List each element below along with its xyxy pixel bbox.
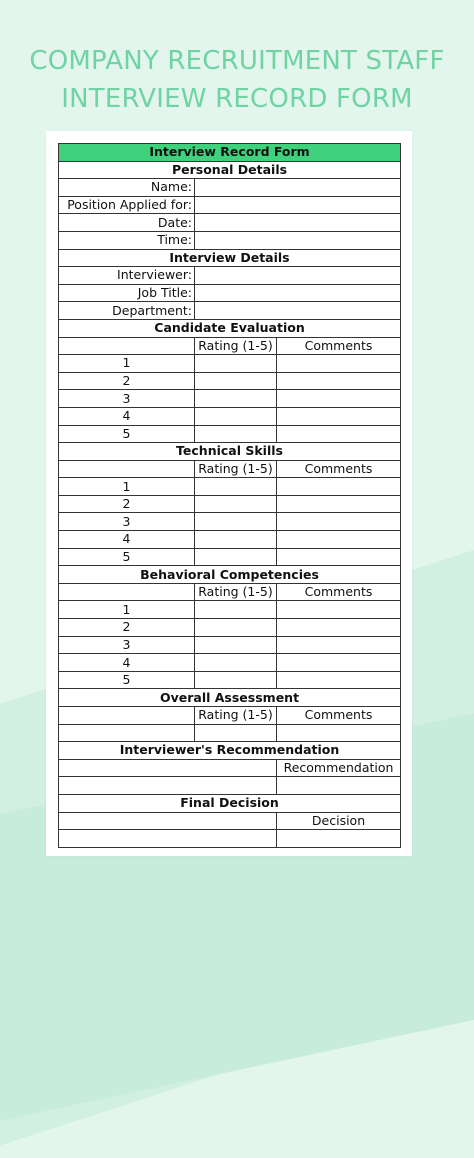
table-row	[59, 443, 401, 461]
section-behavioral-competencies: Behavioral Competencies	[59, 566, 401, 584]
rating-cell[interactable]	[195, 724, 277, 742]
section-technical-skills: Technical Skills	[59, 443, 401, 461]
table-row	[59, 161, 401, 179]
field-label-job-title: Job Title:	[59, 284, 195, 302]
comments-cell[interactable]	[277, 601, 401, 619]
table-row	[59, 355, 401, 373]
item-number: 5	[59, 548, 195, 566]
table-row	[59, 601, 401, 619]
table-row	[59, 390, 401, 408]
overall-cell[interactable]	[59, 724, 195, 742]
rating-cell[interactable]	[195, 495, 277, 513]
rating-cell[interactable]	[195, 531, 277, 549]
rating-cell[interactable]	[195, 513, 277, 531]
table-row	[59, 284, 401, 302]
date-field[interactable]	[195, 214, 401, 232]
table-row	[59, 337, 401, 355]
table-row	[59, 249, 401, 267]
name-field[interactable]	[195, 179, 401, 197]
rating-cell[interactable]	[195, 355, 277, 373]
table-row	[59, 671, 401, 689]
field-label-name: Name:	[59, 179, 195, 197]
table-row	[59, 372, 401, 390]
table-row	[59, 583, 401, 601]
table-row	[59, 724, 401, 742]
item-number: 1	[59, 601, 195, 619]
table-row	[59, 425, 401, 443]
title-line-2: INTERVIEW RECORD FORM	[61, 84, 413, 114]
rating-header: Rating (1-5)	[195, 460, 277, 478]
recommendation-notes-cell[interactable]	[59, 777, 277, 795]
section-recommendation: Interviewer's Recommendation	[59, 742, 401, 760]
section-candidate-evaluation: Candidate Evaluation	[59, 319, 401, 337]
rating-header: Rating (1-5)	[195, 707, 277, 725]
interview-record-table	[58, 143, 401, 848]
table-row	[59, 566, 401, 584]
comments-cell[interactable]	[277, 724, 401, 742]
comments-cell[interactable]	[277, 495, 401, 513]
field-label-time: Time:	[59, 231, 195, 249]
section-final-decision: Final Decision	[59, 794, 401, 812]
comments-cell[interactable]	[277, 390, 401, 408]
item-number: 2	[59, 372, 195, 390]
comments-cell[interactable]	[277, 355, 401, 373]
blank-cell	[59, 812, 277, 830]
blank-cell	[59, 337, 195, 355]
comments-cell[interactable]	[277, 531, 401, 549]
decision-cell[interactable]	[277, 830, 401, 848]
blank-cell	[59, 707, 195, 725]
comments-cell[interactable]	[277, 478, 401, 496]
table-row	[59, 214, 401, 232]
table-row	[59, 531, 401, 549]
rating-header: Rating (1-5)	[195, 337, 277, 355]
comments-cell[interactable]	[277, 548, 401, 566]
table-row	[59, 513, 401, 531]
page-title	[0, 42, 474, 118]
table-row	[59, 144, 401, 162]
rating-cell[interactable]	[195, 601, 277, 619]
comments-cell[interactable]	[277, 425, 401, 443]
form-header: Interview Record Form	[59, 144, 401, 162]
table-row	[59, 548, 401, 566]
table-row	[59, 460, 401, 478]
job-title-field[interactable]	[195, 284, 401, 302]
section-interview-details: Interview Details	[59, 249, 401, 267]
table-row	[59, 231, 401, 249]
decision-header: Decision	[277, 812, 401, 830]
rating-cell[interactable]	[195, 671, 277, 689]
item-number: 1	[59, 478, 195, 496]
rating-cell[interactable]	[195, 425, 277, 443]
table-row	[59, 812, 401, 830]
recommendation-cell[interactable]	[277, 777, 401, 795]
field-label-position: Position Applied for:	[59, 196, 195, 214]
rating-cell[interactable]	[195, 619, 277, 637]
comments-cell[interactable]	[277, 407, 401, 425]
recommendation-header: Recommendation	[277, 759, 401, 777]
rating-cell[interactable]	[195, 636, 277, 654]
table-row	[59, 654, 401, 672]
item-number: 3	[59, 513, 195, 531]
item-number: 3	[59, 636, 195, 654]
time-field[interactable]	[195, 231, 401, 249]
table-row	[59, 707, 401, 725]
table-row	[59, 619, 401, 637]
table-row	[59, 777, 401, 795]
field-label-department: Department:	[59, 302, 195, 320]
rating-cell[interactable]	[195, 548, 277, 566]
table-row	[59, 636, 401, 654]
rating-cell[interactable]	[195, 372, 277, 390]
table-row	[59, 302, 401, 320]
table-row	[59, 196, 401, 214]
item-number: 2	[59, 495, 195, 513]
table-row	[59, 495, 401, 513]
blank-cell	[59, 583, 195, 601]
blank-cell	[59, 460, 195, 478]
department-field[interactable]	[195, 302, 401, 320]
comments-header: Comments	[277, 460, 401, 478]
section-personal-details: Personal Details	[59, 161, 401, 179]
table-row	[59, 179, 401, 197]
field-label-date: Date:	[59, 214, 195, 232]
rating-cell[interactable]	[195, 654, 277, 672]
table-row	[59, 759, 401, 777]
table-row	[59, 689, 401, 707]
comments-header: Comments	[277, 337, 401, 355]
item-number: 3	[59, 390, 195, 408]
position-field[interactable]	[195, 196, 401, 214]
comments-cell[interactable]	[277, 654, 401, 672]
table-row	[59, 267, 401, 285]
title-line-1: COMPANY RECRUITMENT STAFF	[29, 46, 445, 76]
field-label-interviewer: Interviewer:	[59, 267, 195, 285]
item-number: 4	[59, 531, 195, 549]
rating-header: Rating (1-5)	[195, 583, 277, 601]
table-row	[59, 407, 401, 425]
comments-cell[interactable]	[277, 372, 401, 390]
table-row	[59, 319, 401, 337]
item-number: 5	[59, 671, 195, 689]
table-row	[59, 794, 401, 812]
rating-cell[interactable]	[195, 407, 277, 425]
table-row	[59, 830, 401, 848]
table-row	[59, 478, 401, 496]
rating-cell[interactable]	[195, 390, 277, 408]
decision-notes-cell[interactable]	[59, 830, 277, 848]
comments-cell[interactable]	[277, 636, 401, 654]
item-number: 1	[59, 355, 195, 373]
interviewer-field[interactable]	[195, 267, 401, 285]
item-number: 4	[59, 654, 195, 672]
comments-cell[interactable]	[277, 513, 401, 531]
item-number: 5	[59, 425, 195, 443]
section-overall-assessment: Overall Assessment	[59, 689, 401, 707]
rating-cell[interactable]	[195, 478, 277, 496]
item-number: 4	[59, 407, 195, 425]
table-row	[59, 742, 401, 760]
comments-cell[interactable]	[277, 619, 401, 637]
comments-header: Comments	[277, 583, 401, 601]
comments-header: Comments	[277, 707, 401, 725]
blank-cell	[59, 759, 277, 777]
comments-cell[interactable]	[277, 671, 401, 689]
item-number: 2	[59, 619, 195, 637]
